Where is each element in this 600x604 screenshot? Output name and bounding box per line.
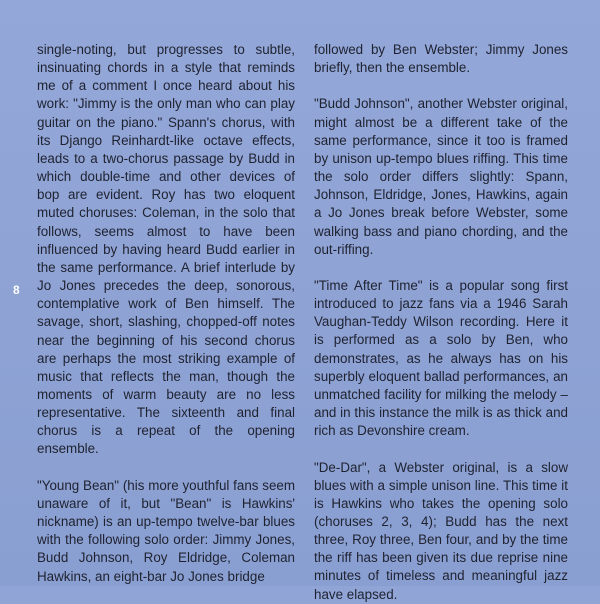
paragraph: "De-Dar", a Webster original, is a slow blues with a simple unison line. This time it is Hawkins who takes the opening solo (choruses 2, 3, 4); Budd has the next three, Roy three, Ben four, and by the time the riff has been given its due reprise nine minutes of timeless and meaningful jazz have elapsed. xyxy=(314,459,568,602)
paragraph: followed by Ben Webster; Jimmy Jones briefly, then the ensemble. xyxy=(314,42,568,76)
paragraph: "Budd Johnson", another Webster original, might almost be a different take of the same performance, since it too is framed by unison up-tempo blues riffing. This time the solo order differs slightly: Spann, Johnson, Eldridge, Jones, Hawkins, again a Jo Jones break before Webster, some walking bass and piano chording, and the out-riffing. xyxy=(314,96,568,257)
paragraph: single-noting, but progresses to subtle, insinuating chords in a style that reminds me of a comment I once heard about his work: "Jimmy is the only man who can play guitar on the piano." Spann's chorus, with its Django Reinhardt-like octave effects, leads to a two-chorus passage by Budd in which double-time and other devices of bop are evident. Roy has two eloquent muted choruses: Coleman, in the solo that follows, seems almost to have been influenced by having heard Budd earlier in the same performance. A brief interlude by Jo Jones precedes the deep, sonorous, contemplative work of Ben himself. The savage, short, slashing, chopped-off notes near the beginning of his second chorus are perhaps the most striking example of music that reflects the man, though the moments of warm beauty are no less representative. The sixteenth and final chorus is a repeat of the opening ensemble. xyxy=(37,42,295,457)
paragraph: "Young Bean" (his more youthful fans seem unaware of it, but "Bean" is Hawkins' nickname) is an up-tempo twelve-bar blues with the following solo order: Jimmy Jones, Budd Johnson, Roy Eldridge, Coleman Hawkins, an eight-bar Jo Jones bridge xyxy=(37,477,295,584)
page-number: 8 xyxy=(13,283,20,297)
left-text-column xyxy=(37,41,295,586)
paragraph: "Time After Time" is a popular song first introduced to jazz fans via a 1946 Sarah Vaughan-Teddy Wilson recording. Here it is performed as a solo by Ben, who demonstrates, as he always has on his superbly eloquent ballad performances, an unmatched facility for milking the melody – and in this instance the milk is as thick and rich as Devonshire cream. xyxy=(314,278,568,439)
right-text-column xyxy=(314,41,568,604)
